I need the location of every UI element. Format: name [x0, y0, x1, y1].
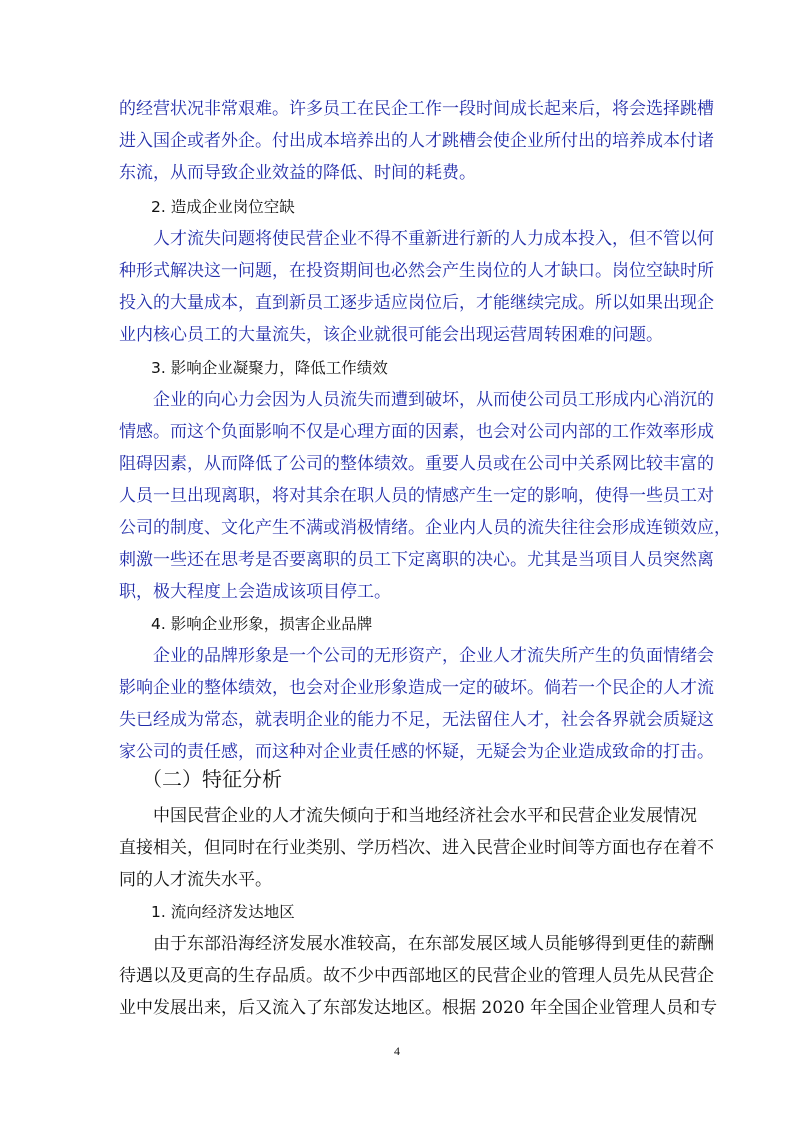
paragraph-line: 东流，从而导致企业效益的降低、时间的耗费。 — [119, 163, 476, 183]
paragraph-line: 阻碍因素，从而降低了公司的整体绩效。重要人员或在公司中关系网比较丰富的 — [119, 454, 714, 474]
paragraph-line: 情感。而这个负面影响不仅是心理方面的因素，也会对公司内部的工作效率形成 — [119, 422, 714, 442]
page-number: 4 — [394, 1044, 400, 1058]
paragraph-line: 失已经成为常态，就表明企业的能力不足，无法留住人才，社会各界就会质疑这 — [119, 710, 714, 730]
paragraph-line: 进入国企或者外企。付出成本培养出的人才跳槽会使企业所付出的培养成本付诸 — [119, 131, 714, 151]
subheading: 1. 流向经济发达地区 — [151, 903, 295, 921]
paragraph-line: 刺激一些还在思考是否要离职的员工下定离职的决心。尤其是当项目人员突然离 — [119, 550, 714, 570]
paragraph-line: 业内核心员工的大量流失，该企业就很可能会出现运营周转困难的问题。 — [119, 325, 663, 345]
paragraph-line: 职，极大程度上会造成该项目停工。 — [119, 582, 391, 602]
paragraph-line: 家公司的责任感，而这种对企业责任感的怀疑，无疑会为企业造成致命的打击。 — [119, 742, 714, 762]
paragraph-line: 公司的制度、文化产生不满或消极情绪。企业内人员的流失往往会形成连锁效应， — [119, 518, 731, 538]
paragraph-line: 的经营状况非常艰难。许多员工在民企工作一段时间成长起来后，将会选择跳槽 — [119, 99, 714, 119]
paragraph-line: 业中发展出来，后又流入了东部发达地区。根据 2020 年全国企业管理人员和专 — [119, 998, 718, 1018]
paragraph-line: 影响企业的整体绩效，也会对企业形象造成一定的破坏。倘若一个民企的人才流 — [119, 678, 714, 698]
paragraph-line: 人才流失问题将使民营企业不得不重新进行新的人力成本投入，但不管以何 — [153, 229, 714, 249]
paragraph-line: 直接相关，但同时在行业类别、学历档次、进入民营企业时间等方面也存在着不 — [119, 838, 714, 858]
paragraph-line: 企业的品牌形象是一个公司的无形资产，企业人才流失所产生的负面情绪会 — [153, 646, 714, 666]
paragraph-line: 由于东部沿海经济发展水准较高，在东部发展区域人员能够得到更佳的薪酬 — [153, 934, 714, 954]
paragraph-line: 人员一旦出现离职，将对其余在职人员的情感产生一定的影响，使得一些员工对 — [119, 486, 714, 506]
paragraph-line: 中国民营企业的人才流失倾向于和当地经济社会水平和民营企业发展情况 — [153, 806, 697, 826]
paragraph-line: 种形式解决这一问题，在投资期间也必然会产生岗位的人才缺口。岗位空缺时所 — [119, 261, 714, 281]
section-title: （二）特征分析 — [142, 767, 282, 791]
paragraph-line: 企业的向心力会因为人员流失而遭到破坏，从而使公司员工形成内心消沉的 — [153, 390, 714, 410]
paragraph-line: 同的人才流失水平。 — [119, 870, 272, 890]
paragraph-line: 待遇以及更高的生存品质。故不少中西部地区的民营企业的管理人员先从民营企 — [119, 966, 714, 986]
paragraph-line: 投入的大量成本，直到新员工逐步适应岗位后，才能继续完成。所以如果出现企 — [119, 293, 714, 313]
subheading: 3. 影响企业凝聚力，降低工作绩效 — [151, 359, 388, 377]
subheading: 2. 造成企业岗位空缺 — [151, 198, 295, 216]
subheading: 4. 影响企业形象，损害企业品牌 — [151, 615, 373, 633]
